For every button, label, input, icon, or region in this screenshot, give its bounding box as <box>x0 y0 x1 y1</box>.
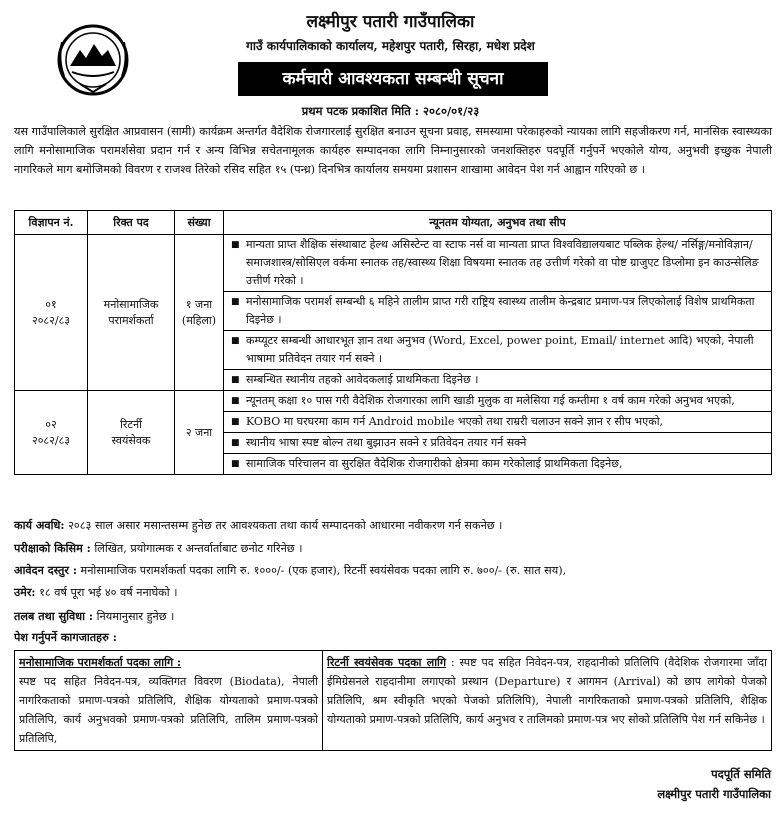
requirements-cell <box>224 391 772 475</box>
office-subtitle: गाउँ कार्यपालिकाको कार्यालय, महेशपुर पतारी, सिरहा, मधेश प्रदेश <box>246 39 535 53</box>
count-cell <box>175 391 224 475</box>
col-header-requirements: न्यूनतम योग्यता, अनुभव तथा सीप <box>224 211 772 235</box>
table-header-row <box>15 211 772 235</box>
list-item: ■ न्यूनतम् कक्षा १० पास गरी वैदेशिक रोजगारका लागि खाडी मुलुक वा मलेसिया गई कम्तीमा १ वर्ष काम गरेको अनुभव भएको, <box>224 391 771 412</box>
ad-number: ०१ <box>45 297 57 311</box>
returnee-docs-text: : स्पष्ट पद सहित निवेदन-पत्र, राहदानीको प्रतिलिपि (वैदेशिक रोजगारमा जाँदा ईमिग्रेसनले राहदानीमा लगाएको प्रस्थान (Departure) र आगमन (Arrival) को छाप लागेको पेजको प्रतिलिपि, श्रम स्वीकृति भएको पेजको प्रतिलिपि), नेपाली नागरिकताको प्रमाण-पत्रको प्रतिलिपि, शैक्षिक योग्यताको प्रमाण-पत्रको प्रतिलिपि, कार्य अनुभव र तालिमको प्रमाण-पत्र भए सोको प्रतिलिपि पेश गर्न सकिनेछ । <box>327 656 767 726</box>
signature-committee: पदपूर्ति समिति <box>711 767 771 781</box>
ad-year: २०८२/८३ <box>31 433 71 447</box>
exam-label: परीक्षाको किसिम : <box>14 541 91 555</box>
age-limit <box>14 585 772 601</box>
fee-label: आवेदन दस्तुर : <box>14 563 77 577</box>
post-cell <box>88 235 175 391</box>
counselor-docs-title: मनोसामाजिक परामर्शकर्ता पदका लागि : <box>19 656 182 669</box>
documents-box <box>14 650 772 751</box>
post-name-line2: स्वयंसेवक <box>111 433 151 447</box>
org-title: लक्ष्मीपुर पतारी गाउँपालिका <box>306 12 475 32</box>
requirements-list <box>224 235 771 390</box>
list-item: ■ स्थानीय भाषा स्पष्ट बोल्न तथा बुझाउन सक्ने र प्रतिवेदन तयार गर्न सक्ने <box>224 433 771 454</box>
salary-benefits <box>14 609 772 625</box>
requirements-cell <box>224 235 772 391</box>
signature-org: लक्ष्मीपुर पतारी गाउँपालिका <box>657 787 771 801</box>
age-text: १८ वर्ष पूरा भई ४० वर्ष ननाघेको । <box>35 586 178 599</box>
exam-text: लिखित, प्रयोगात्मक र अन्तर्वार्ताबाट छनोट गरिनेछ । <box>90 542 303 555</box>
documents-returnee <box>323 651 771 750</box>
duration-text: २०८३ साल असार मसान्तसम्म हुनेछ तर आवश्यकता तथा कार्य सम्पादनको आधारमा नवीकरण गर्न सकनेछ । <box>64 519 503 532</box>
ad-year: २०८२/८३ <box>31 313 71 327</box>
list-item: ■ मान्यता प्राप्त शैक्षिक संस्थाबाट हेल्थ असिस्टेन्ट वा स्टाफ नर्स वा मान्यता प्राप्त विश्वविद्यालयबाट पब्लिक हेल्थ/ नर्सिङ्ग/मनोविज्ञान/समाजशास्त्र/सोसिएल वर्कमा स्नातक तह/स्वास्थ्य शिक्षा विषयमा स्नातक तह उत्तीर्ण गरेको वा पोष्ट ग्राजुएट डिप्लोमा इन काउन्सेलिङ उत्तीर्ण गरेको । <box>224 235 771 292</box>
ad-number: ०२ <box>45 417 57 431</box>
vacancy-table <box>14 210 772 475</box>
list-item: ■ सम्बन्धित स्थानीय तहको आवेदकलाई प्राथमिकता दिइनेछ । <box>224 370 771 390</box>
col-header-count: संख्या <box>175 211 224 235</box>
age-label: उमेर: <box>14 585 36 599</box>
post-name-line2: परामर्शकर्ता <box>108 313 154 327</box>
counselor-docs-text: स्पष्ट पद सहित निवेदन-पत्र, व्यक्तिगत विवरण (Biodata), नेपाली नागरिकताको प्रमाण-पत्रको प्रतिलिपि, शैक्षिक योग्यताको प्रमाण-पत्रको प्रतिलिपि, कार्य अनुभवको प्रमाण-पत्रको प्रतिलिपि, तालिम प्रमाण-पत्रको प्रतिलिपि, <box>19 675 318 745</box>
table-row <box>15 235 772 391</box>
post-name-line1: रिटर्नी <box>120 417 142 431</box>
documents-heading: पेश गर्नुपर्ने कागजातहरु : <box>14 630 117 644</box>
notice-banner: कर्मचारी आवश्यकता सम्बन्धी सूचना <box>238 62 548 96</box>
fee-text: मनोसामाजिक परामर्शकर्ता पदका लागि रु. १०००/- (एक हजार), रिटर्नी स्वयंसेवक पदका लागि रु. ७००/- (रु. सात सय), <box>76 564 567 577</box>
duration-label: कार्य अवधि: <box>14 518 65 532</box>
count-note: (महिला) <box>181 313 217 327</box>
published-date: प्रथम पटक प्रकाशित मिति : २०८०/०१/२३ <box>301 104 480 118</box>
ad-number-cell <box>15 235 88 391</box>
list-item: ■ KOBO मा घरघरमा काम गर्न Android mobile भएको तथा राम्ररी चलाउन सक्ने ज्ञान र सीप भएको, <box>224 412 771 433</box>
count-value: १ जना <box>185 297 213 311</box>
salary-label: तलब तथा सुविधा : <box>14 609 94 623</box>
count-cell <box>175 235 224 391</box>
exam-type <box>14 541 772 557</box>
post-name-line1: मनोसामाजिक <box>103 297 159 311</box>
notice-header <box>0 0 781 104</box>
salary-text: नियमानुसार हुनेछ । <box>93 610 175 623</box>
intro-paragraph: यस गाउँपालिकाले सुरक्षित आप्रवासन (सामी) कार्यक्रम अन्तर्गत वैदेशिक रोजगारलाई सुरक्षित बनाउन सूचना प्रवाह, समस्यामा परेकाहरुको न्यायका लागि सहजीकरण गर्न, मानसिक स्वास्थ्यका लागि मनोसामाजिक परामर्शसेवा प्रदान गर्न र अन्य विभिन्न सचेतनामूलक कार्यहरु सम्पादनका लागि निम्नानुसारको जनशक्तिहरु पदपूर्ति गर्नुपर्ने भएकोले योग्य, अनुभवी इच्छुक नेपाली नागरिकले माग बमोजिमको विवरण र राजश्व तिरेको रसिद सहित १५ (पन्ध्र) दिनभित्र कार्यालय समयमा प्रशासन शाखामा आवेदन पेश गर्न आह्वान गरिएको छ । <box>14 125 772 176</box>
documents-counselor <box>15 651 323 750</box>
col-header-post: रिक्त पद <box>88 211 175 235</box>
returnee-docs-title: रिटर्नी स्वयंसेवक पदका लागि <box>327 656 447 669</box>
application-fee <box>14 563 772 579</box>
count-value: २ जना <box>185 425 213 439</box>
col-header-ad-no: विज्ञापन नं. <box>15 211 88 235</box>
post-cell <box>88 391 175 475</box>
list-item: ■ मनोसामाजिक परामर्श सम्बन्धी ६ महिने तालीम प्राप्त गरी राष्ट्रिय स्वास्थ्य तालीम केन्द्रबाट प्रमाण-पत्र लिएकोलाई विशेष प्राथमिकता दिइनेछ । <box>224 292 771 331</box>
ad-number-cell <box>15 391 88 475</box>
list-item: ■ सामाजिक परिचालन वा सुरक्षित वैदेशिक रोजगारीको क्षेत्रमा काम गरेकोलाई प्राथमिकता दिइनेछ, <box>224 454 771 474</box>
list-item: ■ कम्प्यूटर सम्बन्धी आधारभूत ज्ञान तथा अनुभव (Word, Excel, power point, Email/ internet आदि) भएको, नेपाली भाषामा प्रतिवेदन तयार गर्न सक्ने । <box>224 331 771 370</box>
work-duration <box>14 518 772 534</box>
requirements-list <box>224 391 771 474</box>
table-row <box>15 391 772 475</box>
